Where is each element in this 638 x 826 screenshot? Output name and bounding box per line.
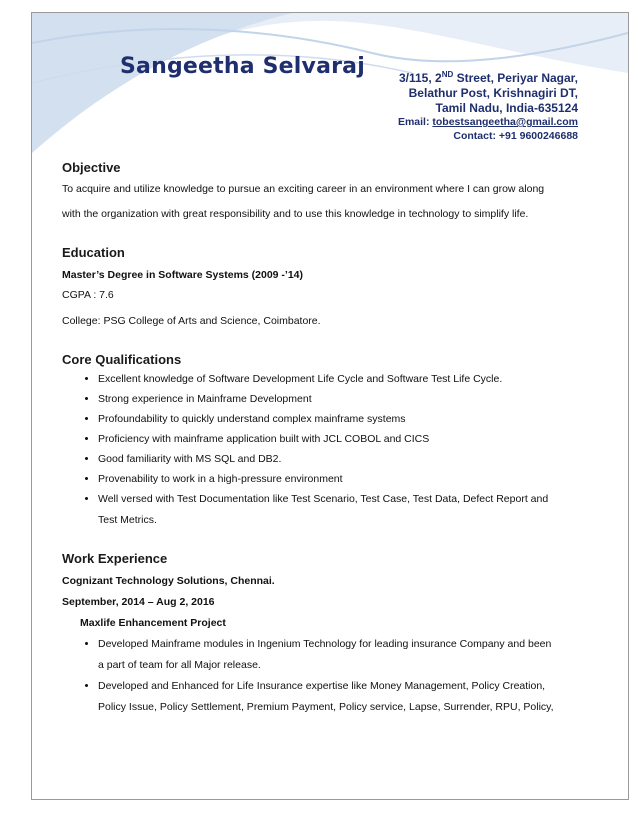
- list-item: • Developed and Enhanced for Life Insurance expertise like Money Management, Policy Creation, Policy Issue, Policy Settlement, Premium Payment, Policy service, Lapse, Surrender, RPU, Policy,: [98, 676, 582, 718]
- email-link[interactable]: tobestsangeetha@gmail.com: [432, 116, 578, 128]
- objective-line-1: To acquire and utilize knowledge to pursue an exciting career in an environment where I can grow along: [62, 183, 545, 195]
- address-block: [399, 67, 578, 116]
- work-list: [62, 634, 582, 718]
- work-company: Cognizant Technology Solutions, Chennai.: [62, 575, 275, 587]
- objective-heading: Objective: [62, 160, 121, 175]
- list-item: • Good familiarity with MS SQL and DB2.: [98, 449, 582, 469]
- list-item: • Excellent knowledge of Software Development Life Cycle and Software Test Life Cycle.: [98, 369, 582, 389]
- education-cgpa: CGPA : 7.6: [62, 289, 114, 301]
- email-line: Email: tobestsangeetha@gmail.com: [397, 116, 578, 128]
- address-line-2: Belathur Post, Krishnagiri DT,: [408, 86, 578, 100]
- contact-block: [398, 115, 578, 143]
- address-line-1: 3/115, 2ND Street, Periyar Nagar,: [398, 70, 578, 85]
- candidate-name: Sangeetha Selvaraj: [120, 54, 365, 79]
- list-item: • Proficiency with mainframe application built with JCL COBOL and CICS: [98, 429, 582, 449]
- objective-line-2: with the organization with great responsibility and to use this knowledge in technology to simplify life.: [62, 208, 529, 220]
- work-heading: Work Experience: [62, 551, 168, 566]
- list-item: • Provenability to work in a high-pressure environment: [98, 469, 582, 489]
- list-item: • Well versed with Test Documentation like Test Scenario, Test Case, Test Data, Defect Report and Test Metrics.: [98, 489, 582, 531]
- education-heading: Education: [62, 245, 125, 260]
- list-item: • Developed Mainframe modules in Ingenium Technology for leading insurance Company and been a part of team for all Major release.: [98, 634, 582, 676]
- education-degree: Master’s Degree in Software Systems (2009 -’14): [62, 269, 304, 281]
- list-item: • Profoundability to quickly understand complex mainframe systems: [98, 409, 582, 429]
- address-line-3: Tamil Nadu, India-635124: [435, 101, 578, 115]
- qualifications-list: [62, 369, 582, 531]
- work-period: September, 2014 – Aug 2, 2016: [62, 596, 215, 608]
- phone-line: Contact: +91 9600246688: [453, 130, 578, 142]
- work-project: Maxlife Enhancement Project: [80, 617, 226, 629]
- list-item: • Strong experience in Mainframe Development: [98, 389, 582, 409]
- education-college: College: PSG College of Arts and Science, Coimbatore.: [62, 315, 321, 327]
- qualifications-heading: Core Qualifications: [62, 352, 182, 367]
- resume-body: [62, 160, 582, 718]
